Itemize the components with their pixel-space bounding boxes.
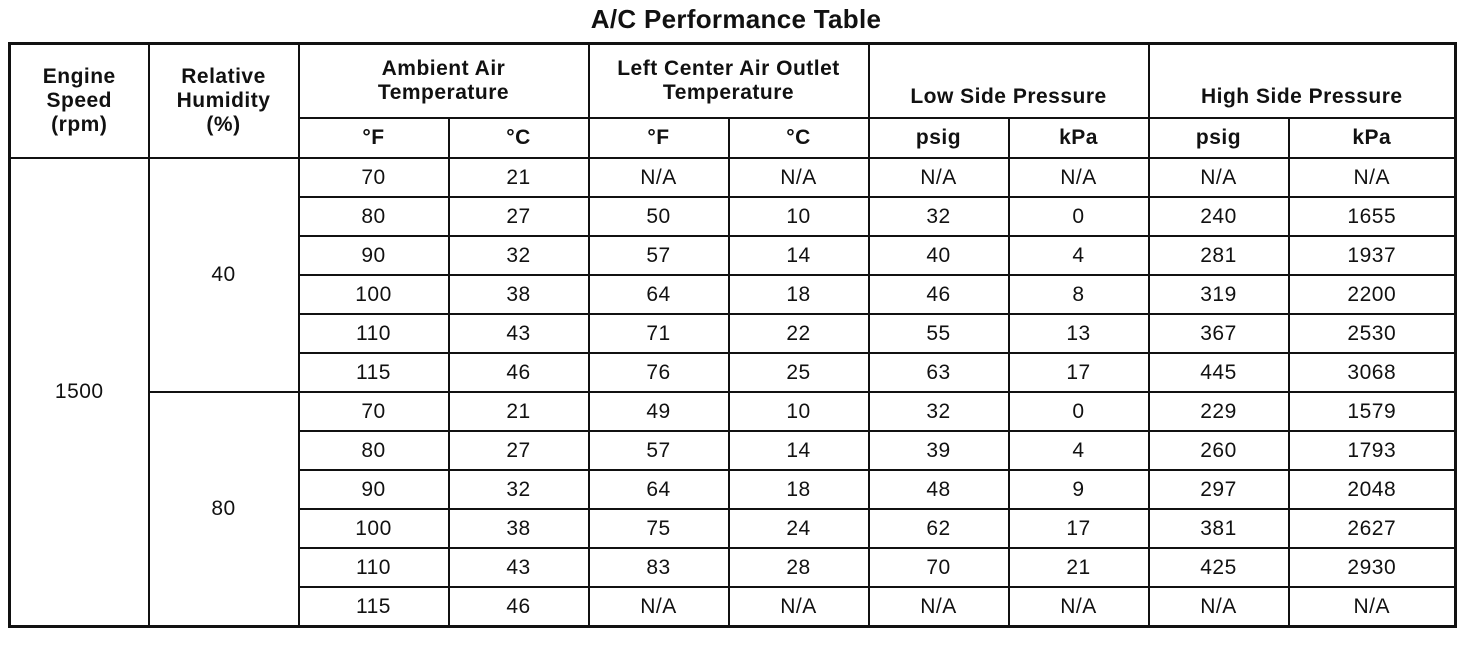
table-cell: 46 bbox=[449, 353, 589, 392]
table-title: A/C Performance Table bbox=[590, 4, 882, 34]
table-cell: 100 bbox=[299, 509, 449, 548]
table-cell: N/A bbox=[1289, 158, 1456, 197]
table-cell: 297 bbox=[1149, 470, 1289, 509]
table-cell: N/A bbox=[869, 158, 1009, 197]
humidity-cell: 80 bbox=[149, 392, 299, 627]
table-cell: 50 bbox=[589, 197, 729, 236]
table-cell: 14 bbox=[729, 236, 869, 275]
table-cell: 55 bbox=[869, 314, 1009, 353]
table-cell: 110 bbox=[299, 548, 449, 587]
header-high-side-pressure bbox=[1149, 44, 1456, 119]
table-cell: N/A bbox=[729, 587, 869, 627]
table-cell: 46 bbox=[449, 587, 589, 627]
table-cell: 2627 bbox=[1289, 509, 1456, 548]
table-cell: 70 bbox=[869, 548, 1009, 587]
table-cell: N/A bbox=[1009, 158, 1149, 197]
table-cell: 32 bbox=[869, 197, 1009, 236]
table-cell: 25 bbox=[729, 353, 869, 392]
table-cell: 10 bbox=[729, 392, 869, 431]
table-cell: 80 bbox=[299, 197, 449, 236]
engine-speed-cell: 1500 bbox=[10, 158, 149, 627]
table-cell: 281 bbox=[1149, 236, 1289, 275]
table-cell: 0 bbox=[1009, 392, 1149, 431]
table-cell: 24 bbox=[729, 509, 869, 548]
unit-high-psig: psig bbox=[1149, 118, 1289, 158]
table-cell: 367 bbox=[1149, 314, 1289, 353]
table-cell: N/A bbox=[1149, 158, 1289, 197]
table-cell: 32 bbox=[869, 392, 1009, 431]
table-cell: 43 bbox=[449, 548, 589, 587]
table-cell: N/A bbox=[1149, 587, 1289, 627]
table-cell: 3068 bbox=[1289, 353, 1456, 392]
table-cell: 260 bbox=[1149, 431, 1289, 470]
table-cell: 4 bbox=[1009, 431, 1149, 470]
table-cell: 70 bbox=[299, 158, 449, 197]
table-body bbox=[10, 158, 1456, 627]
unit-outlet-f: °F bbox=[589, 118, 729, 158]
table-cell: 63 bbox=[869, 353, 1009, 392]
header-row-groups bbox=[10, 44, 1456, 119]
table-cell: 28 bbox=[729, 548, 869, 587]
table-cell: 10 bbox=[729, 197, 869, 236]
table-cell: 21 bbox=[1009, 548, 1149, 587]
header-relative-humidity bbox=[149, 44, 299, 159]
table-cell: 70 bbox=[299, 392, 449, 431]
table-cell: 80 bbox=[299, 431, 449, 470]
unit-low-kpa: kPa bbox=[1009, 118, 1149, 158]
table-cell: 2200 bbox=[1289, 275, 1456, 314]
table-cell: 110 bbox=[299, 314, 449, 353]
table-header bbox=[10, 44, 1456, 159]
table-cell: 21 bbox=[449, 392, 589, 431]
header-engine-speed-label: Engine Speed (rpm) bbox=[42, 65, 116, 136]
table-cell: 39 bbox=[869, 431, 1009, 470]
table-cell: 90 bbox=[299, 470, 449, 509]
table-cell: 18 bbox=[729, 275, 869, 314]
table-cell: 381 bbox=[1149, 509, 1289, 548]
table-cell: 115 bbox=[299, 587, 449, 627]
table-cell: 64 bbox=[589, 470, 729, 509]
table-cell: 2048 bbox=[1289, 470, 1456, 509]
table-cell: 2530 bbox=[1289, 314, 1456, 353]
table-cell: 17 bbox=[1009, 353, 1149, 392]
table-cell: 27 bbox=[449, 431, 589, 470]
table-cell: 8 bbox=[1009, 275, 1149, 314]
table-cell: 48 bbox=[869, 470, 1009, 509]
table-cell: 1655 bbox=[1289, 197, 1456, 236]
table-cell: N/A bbox=[869, 587, 1009, 627]
table-cell: 64 bbox=[589, 275, 729, 314]
table-cell: 76 bbox=[589, 353, 729, 392]
table-cell: 57 bbox=[589, 431, 729, 470]
table-row bbox=[10, 392, 1456, 431]
table-cell: 21 bbox=[449, 158, 589, 197]
table-cell: 4 bbox=[1009, 236, 1149, 275]
table-cell: 0 bbox=[1009, 197, 1149, 236]
unit-ambient-c: °C bbox=[449, 118, 589, 158]
header-ambient-air bbox=[299, 44, 589, 119]
table-cell: 38 bbox=[449, 275, 589, 314]
table-cell: 14 bbox=[729, 431, 869, 470]
table-cell: 17 bbox=[1009, 509, 1149, 548]
table-cell: 43 bbox=[449, 314, 589, 353]
table-cell: 1793 bbox=[1289, 431, 1456, 470]
table-cell: N/A bbox=[729, 158, 869, 197]
table-cell: 71 bbox=[589, 314, 729, 353]
table-cell: 2930 bbox=[1289, 548, 1456, 587]
table-cell: 100 bbox=[299, 275, 449, 314]
table-cell: 115 bbox=[299, 353, 449, 392]
table-cell: 240 bbox=[1149, 197, 1289, 236]
table-cell: 13 bbox=[1009, 314, 1149, 353]
table-cell: 57 bbox=[589, 236, 729, 275]
table-cell: 90 bbox=[299, 236, 449, 275]
table-row bbox=[10, 158, 1456, 197]
table-cell: 49 bbox=[589, 392, 729, 431]
table-cell: 18 bbox=[729, 470, 869, 509]
unit-outlet-c: °C bbox=[729, 118, 869, 158]
header-left-center-outlet-label: Left Center Air Outlet Temperature bbox=[617, 57, 840, 104]
table-cell: 1579 bbox=[1289, 392, 1456, 431]
table-cell: 27 bbox=[449, 197, 589, 236]
table-cell: 319 bbox=[1149, 275, 1289, 314]
table-cell: 62 bbox=[869, 509, 1009, 548]
header-low-side-pressure-label: Low Side Pressure bbox=[910, 85, 1107, 108]
header-ambient-air-label: Ambient Air Temperature bbox=[377, 57, 510, 104]
header-high-side-pressure-label: High Side Pressure bbox=[1200, 85, 1403, 108]
unit-high-kpa: kPa bbox=[1289, 118, 1456, 158]
table-cell: 1937 bbox=[1289, 236, 1456, 275]
header-relative-humidity-label: Relative Humidity (%) bbox=[176, 65, 271, 136]
table-cell: N/A bbox=[589, 158, 729, 197]
unit-ambient-f: °F bbox=[299, 118, 449, 158]
table-cell: 229 bbox=[1149, 392, 1289, 431]
table-cell: 83 bbox=[589, 548, 729, 587]
table-cell: 46 bbox=[869, 275, 1009, 314]
table-cell: 425 bbox=[1149, 548, 1289, 587]
table-cell: 32 bbox=[449, 470, 589, 509]
table-cell: 75 bbox=[589, 509, 729, 548]
table-cell: 40 bbox=[869, 236, 1009, 275]
table-cell: 9 bbox=[1009, 470, 1149, 509]
table-cell: 445 bbox=[1149, 353, 1289, 392]
table-cell: 38 bbox=[449, 509, 589, 548]
humidity-cell: 40 bbox=[149, 158, 299, 392]
table-cell: N/A bbox=[1289, 587, 1456, 627]
table-cell: 32 bbox=[449, 236, 589, 275]
header-left-center-outlet bbox=[589, 44, 869, 119]
table-cell: 22 bbox=[729, 314, 869, 353]
ac-performance-table bbox=[8, 42, 1457, 628]
unit-low-psig: psig bbox=[869, 118, 1009, 158]
table-cell: N/A bbox=[1009, 587, 1149, 627]
table-cell: N/A bbox=[589, 587, 729, 627]
header-engine-speed bbox=[10, 44, 149, 159]
header-low-side-pressure bbox=[869, 44, 1149, 119]
